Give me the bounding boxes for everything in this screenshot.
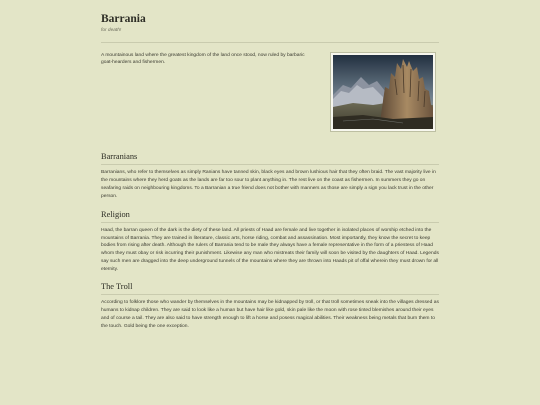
section-divider (101, 164, 439, 165)
section-divider (101, 294, 439, 295)
page-tagline: for death! (101, 28, 122, 33)
section-the-troll (101, 281, 439, 331)
page-content (101, 0, 439, 331)
section-heading: Barranians (101, 152, 138, 161)
section-body: Haad, the barran queen of the dark is the diety of these land. All priests of Haad are female and live together in isolated places of worship etched into the mountains of Barrania. They are trained in literature, classic arts, horse riding, combat and assassination. Most importantly, they know the secret to keep bodies from rising after death. Although the rulers of Barrania tend to be male they always have a female representative in the form of a priestess of Haad whom they must obay or risk incurring their punishment. Likewise any man who mistreats their family will soon be visited by the daughters of Haad. Legends say such men are dragged into the deep underground tunnels of the mountains where they are thrown into Haads pit of offal wherein they must drown for all eternity. (101, 227, 439, 273)
mountain-landscape-illustration (333, 55, 433, 129)
intro-text: A mountainous land where the greatest kingdom of the land once stood, now ruled by barbaric goat-hearders and fishermen. (101, 53, 305, 66)
page-title: Barrania (101, 13, 146, 25)
section-barranians (101, 151, 439, 201)
section-heading: Religion (101, 209, 130, 219)
intro-section (101, 43, 439, 141)
landscape-image (330, 52, 436, 132)
section-religion (101, 209, 439, 274)
section-body: Barranians, who refer to themselves as simply Ranians have tanned skin, black eyes and brown lushious hair that they often braid. The vast majority live in the mountains where they herd goats as the lands are far too sour to plant anything in. The rest live on the coast as fishermen. In summers they go on seafaring raids on neighbouring kingdoms. To a Barranian a true friend does not bother with manners as those are simply a sign you lack trust in the other person. (101, 170, 436, 199)
section-body: According to folklore those who wander by themselves in the mountains may be kidnapped by troll, or that troll sometimes sneak into the villages dressed as humans to kidnap children. They are said to look like a human but have hair like gold, skin pale like the moon with rose tinted blemishes around their eyes and of course a tail. They are also said to have strength enough to lift a horse and posess magical abilities. Their weakness being metals that burn them to the touch. Gold being the one exception. (101, 300, 439, 329)
section-heading: The Troll (101, 282, 133, 292)
section-divider (101, 222, 439, 223)
